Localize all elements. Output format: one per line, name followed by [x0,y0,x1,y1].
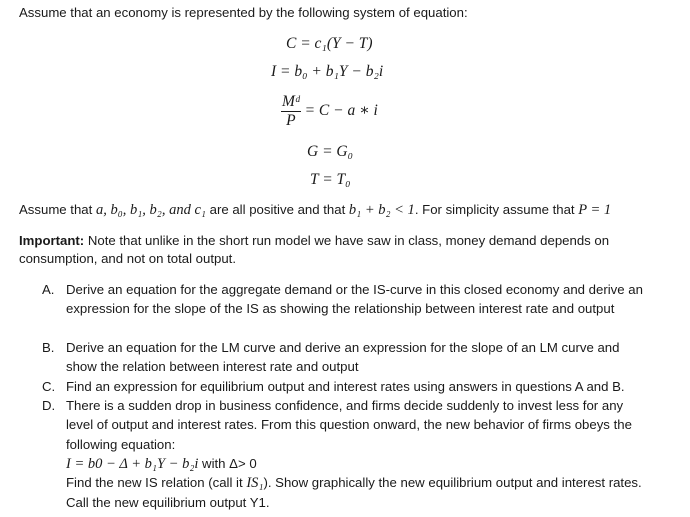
money-rhs: = C − a ∗ i [304,102,378,120]
money-fraction [281,93,301,130]
important-label: Important: [19,233,85,248]
intro-text: Assume that an economy is represented by the following system of equation: [19,5,468,20]
question-text: There is a sudden drop in business confidence, and firms decide suddenly to invest less for any level of output and interest rates. From this question onward, the new behavior of firms obeys the following equation: [66,398,632,452]
question-d-condition: with Δ> 0 [198,456,257,471]
assumption-text-after: . For simplicity assume that [414,202,579,217]
equation-money-demand [281,93,378,130]
equation-government: G = G₀ [307,143,353,160]
money-numerator: Mᵈ [282,93,300,110]
important-note [19,232,679,268]
important-text: Note that unlike in the short run model we have saw in class, money demand depends on consumption, and not on total output. [19,233,610,266]
question-text: Find an expression for equilibrium output and interest rates using answers in questions A and B. [66,379,625,394]
equation-investment: I = b₀ + b₁Y − b₂i [271,63,384,80]
followup-text-before: Find the new IS relation (call it [66,475,247,490]
equation-consumption: C = c₁(Y − T) [286,35,373,52]
question-label: B. [42,340,55,355]
assumption-text-mid: are all positive and that [205,202,349,217]
followup-is-name: IS₁ [246,475,264,491]
question-text: Derive an equation for the aggregate demand or the IS-curve in this closed economy and derive an expression for the slope of the IS as showing the relationship between interest rate and output [66,282,643,317]
followup-text-after: ). Show graphically the new equilibrium output and interest rates. Call the new equilibrium output Y1. [66,475,642,511]
money-denominator: P [286,112,296,129]
question-text: Derive an equation for the LM curve and derive an expression for the slope of an LM curve and show the relation between interest rate and output [66,340,620,375]
question-label: D. [42,398,56,413]
assumption-condition: b₁ + b₂ < 1 [348,202,415,218]
question-d-equation: I = b0 − Δ + b₁Y − b₂i [66,456,199,472]
assumption-text-before: Assume that [19,202,96,217]
assumption-price: P = 1 [578,202,612,218]
assumption-line [19,201,679,219]
assumption-vars: a, b₀, b₁, b₂, and c₁ [95,202,206,218]
question-label: C. [42,379,56,394]
question-label: A. [42,282,55,297]
equation-tax: T = T₀ [310,171,351,188]
